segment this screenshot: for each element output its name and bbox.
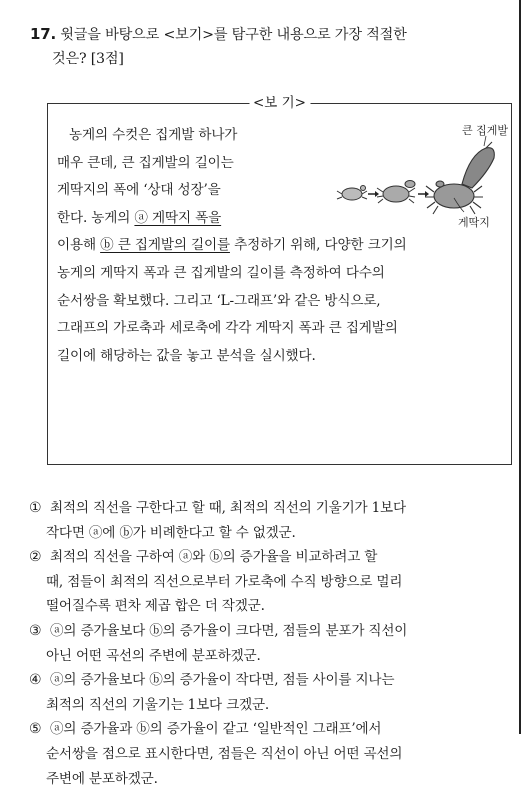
choice-3[interactable] bbox=[30, 619, 512, 668]
bogi-line-5 bbox=[57, 232, 503, 260]
choice-1-line-2: 작다면 ⓐ에 ⓑ가 비례한다고 할 수 없겠군. bbox=[46, 524, 296, 541]
arrow-head-icon-2 bbox=[425, 191, 429, 197]
choice-1[interactable] bbox=[30, 496, 512, 545]
bogi-line-4-text: 한다. 농게의 bbox=[57, 209, 135, 226]
large-crab-icon bbox=[425, 142, 494, 214]
choice-5-line-1: ⓐ의 증가율과 ⓑ의 증가율이 같고 ‘일반적인 그래프’에서 bbox=[50, 721, 382, 738]
label-carapace: 게딱지 bbox=[458, 216, 490, 229]
choice-1-line-1: 최적의 직선을 구한다고 할 때, 최적의 직선의 기울기가 1보다 bbox=[50, 500, 406, 516]
choice-2-line-1: 최적의 직선을 구하여 ⓐ와 ⓑ의 증가율을 비교하려고 할 bbox=[50, 549, 378, 566]
question-17 bbox=[30, 22, 508, 71]
bogi-line-9: 길이에 해당하는 값을 놓고 분석을 실시했다. bbox=[57, 347, 316, 364]
underlined-term-b: ⓑ 큰 집게발의 길이를 bbox=[100, 237, 230, 254]
choice-5-line-2: 순서쌍을 점으로 표시한다면, 점들은 직선이 아닌 어떤 곡선의 bbox=[46, 745, 403, 762]
bogi-line-3: 게딱지의 폭에 ‘상대 성장’을 bbox=[57, 182, 221, 199]
choice-1-mark: ① bbox=[29, 500, 42, 516]
column-divider bbox=[519, 0, 521, 734]
bogi-line-6: 농게의 게딱지 폭과 큰 집게발의 길이를 측정하여 다수의 bbox=[57, 264, 385, 281]
bogi-line-5-text: 이용해 bbox=[57, 237, 101, 254]
bogi-line-1: 농게의 수컷은 집게발 하나가 bbox=[69, 127, 238, 143]
choice-4-mark: ④ bbox=[29, 672, 42, 689]
medium-crab-icon bbox=[377, 181, 415, 204]
answer-choices bbox=[30, 496, 512, 791]
choice-2-line-2: 때, 점들이 최적의 직선으로부터 가로축에 수직 방향으로 멀리 bbox=[46, 573, 403, 590]
choice-3-line-2: 아닌 어떤 곡선의 주변에 분포하겠군. bbox=[46, 647, 261, 664]
bogi-line-7: 순서쌍을 확보했다. 그리고 ‘L-그래프’와 같은 방식으로, bbox=[57, 292, 381, 309]
choice-4[interactable] bbox=[30, 668, 512, 717]
arrow-head-icon bbox=[375, 191, 379, 197]
choice-5-mark: ⑤ bbox=[29, 721, 42, 738]
choice-4-line-1: ⓐ의 증가율보다 ⓑ의 증가율이 작다면, 점들 사이를 지나는 bbox=[50, 672, 395, 689]
bogi-box bbox=[47, 95, 512, 465]
bogi-line-5-rest: 추정하기 위해, 다양한 크기의 bbox=[229, 237, 407, 254]
choice-3-line-1: ⓐ의 증가율보다 ⓑ의 증가율이 크다면, 점들의 분포가 직선이 bbox=[50, 622, 408, 639]
bogi-line-8: 그래프의 가로축과 세로축에 각각 게딱지 폭과 큰 집게발의 bbox=[57, 320, 398, 337]
label-big-claw: 큰 집게발 bbox=[462, 124, 509, 137]
choice-2-mark: ② bbox=[29, 549, 42, 566]
choice-2-line-3: 떨어질수록 편차 제곱 합은 더 작겠군. bbox=[46, 598, 265, 615]
bogi-line-2: 매우 큰데, 큰 집게발의 길이는 bbox=[57, 154, 234, 171]
question-stem-line-2: 것은? [3점] bbox=[52, 51, 124, 67]
question-stem-text: 윗글을 바탕으로 <보기>를 탐구한 내용으로 가장 적절한 bbox=[60, 27, 407, 43]
underlined-term-a: ⓐ 게딱지 폭을 bbox=[134, 209, 222, 226]
choice-5-line-3: 주변에 분포하겠군. bbox=[46, 770, 158, 787]
small-crab-icon bbox=[337, 186, 367, 201]
question-number: 17. bbox=[30, 25, 56, 43]
choice-3-mark: ③ bbox=[29, 622, 42, 639]
crab-growth-figure bbox=[336, 122, 509, 232]
choice-4-line-2: 최적의 직선의 기울기는 1보다 크겠군. bbox=[46, 696, 270, 713]
question-stem-line-1 bbox=[30, 22, 508, 47]
choice-5[interactable] bbox=[30, 717, 512, 791]
choice-2[interactable] bbox=[30, 545, 512, 619]
bogi-title: <보 기> bbox=[249, 94, 310, 112]
